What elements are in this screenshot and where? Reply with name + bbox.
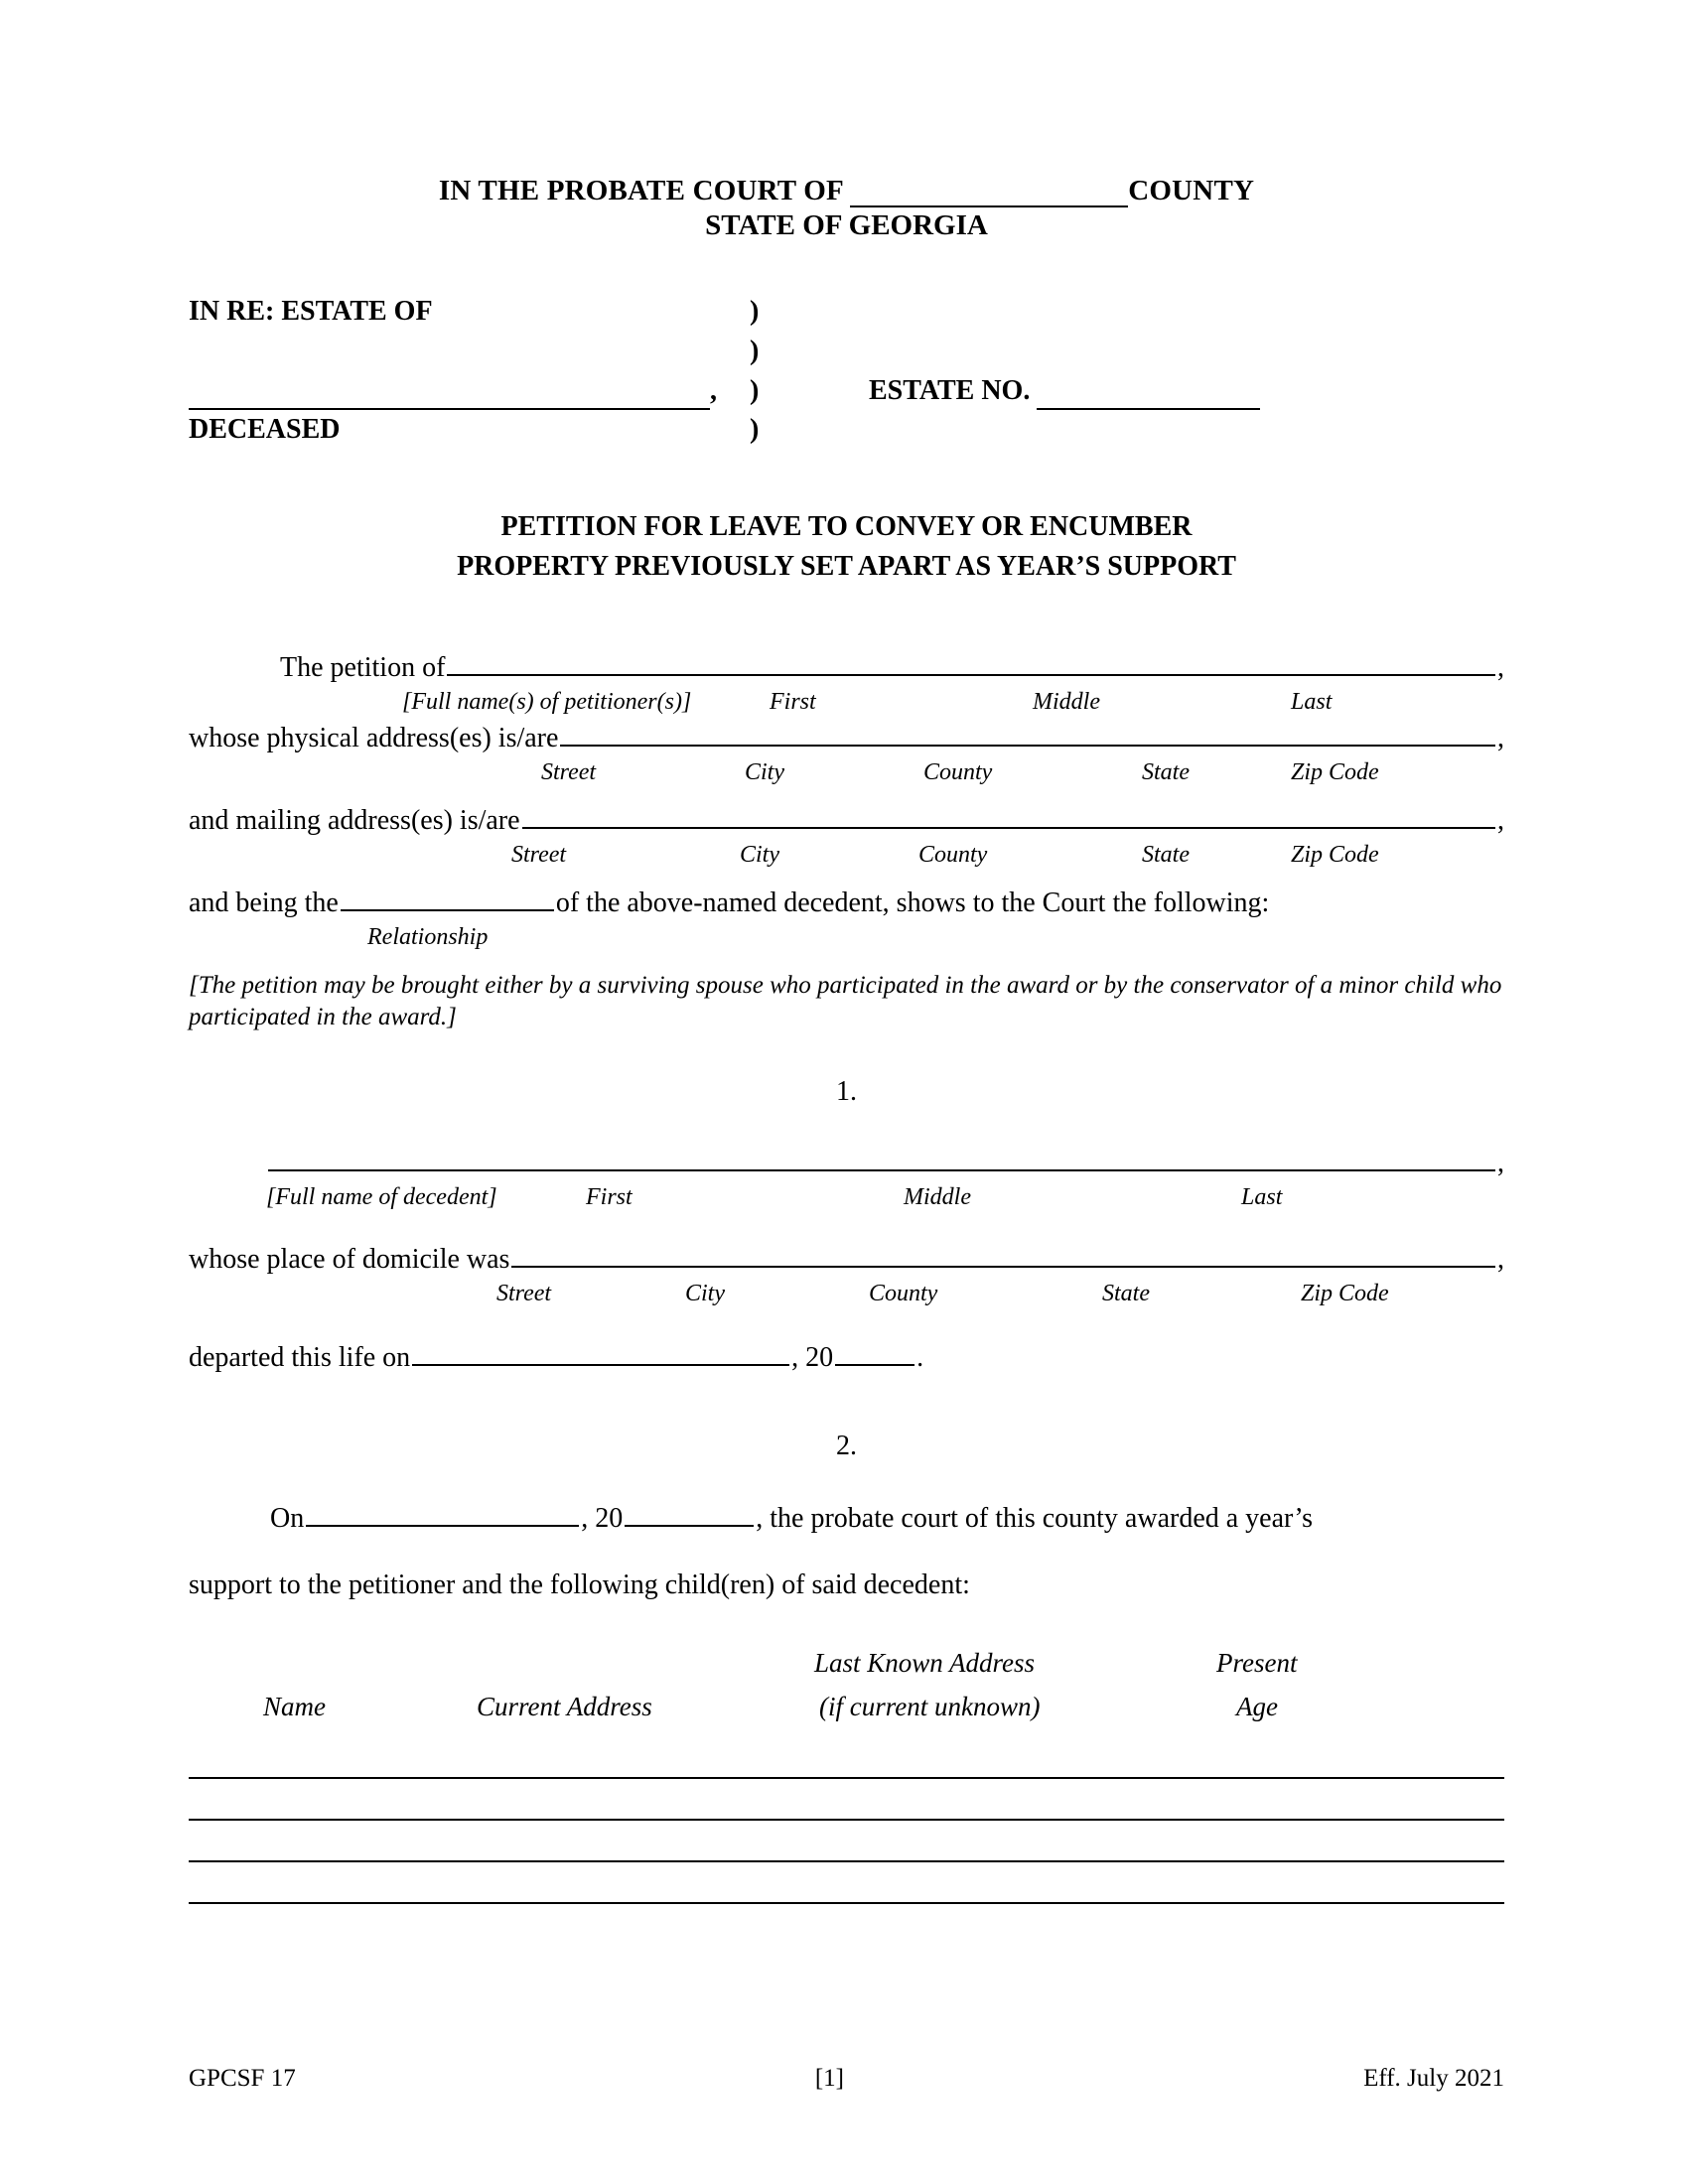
being-the-label: and being the: [189, 887, 339, 918]
domicile-street-caption: Street: [496, 1281, 552, 1307]
petitioner-name-caption: [189, 687, 1504, 719]
estate-right-4: [869, 410, 1504, 450]
court-heading-line: [189, 174, 1504, 207]
award-date-blank[interactable]: [306, 1499, 579, 1527]
page-number: [1]: [814, 2065, 844, 2092]
award-year-label: , 20: [581, 1503, 624, 1535]
page-footer: [189, 2065, 1504, 2093]
decedent-last-caption: Last: [1241, 1184, 1283, 1211]
decedent-name-rule[interactable]: [189, 384, 710, 410]
table-row[interactable]: [189, 1821, 1504, 1862]
mailing-address-row: [189, 801, 1504, 840]
physical-address-comma: ,: [1497, 722, 1504, 753]
domicile-zip-caption: Zip Code: [1301, 1281, 1389, 1307]
departed-row: [189, 1338, 1504, 1377]
col-present-age-line-1: Present: [1216, 1648, 1298, 1679]
item-2-number: 2.: [836, 1431, 857, 1462]
physical-address-caption: [189, 757, 1504, 789]
departed-year-label: , 20: [791, 1342, 834, 1374]
physical-address-row: [189, 719, 1504, 757]
court-heading-prefix: IN THE PROBATE COURT OF: [438, 175, 851, 206]
form-number: GPCSF 17: [189, 2065, 296, 2092]
item-1-number: 1.: [836, 1075, 857, 1107]
physical-address-blank[interactable]: [560, 719, 1495, 747]
domicile-blank[interactable]: [511, 1240, 1495, 1268]
in-re-label: IN RE: ESTATE OF: [189, 296, 433, 328]
estate-caption-block: [189, 292, 1504, 450]
document-body: [189, 648, 1504, 1904]
children-table-rows: [189, 1737, 1504, 1904]
petitioner-name-comma: ,: [1497, 651, 1504, 683]
estate-left-2: [189, 332, 750, 371]
table-row[interactable]: [189, 1779, 1504, 1821]
paren-2: ): [750, 335, 760, 366]
physical-county-caption: County: [923, 758, 993, 785]
mailing-address-label: and mailing address(es) is/are: [189, 804, 520, 836]
court-heading-suffix: COUNTY: [1128, 175, 1255, 206]
paren-1: ): [750, 296, 760, 328]
mailing-city-caption: City: [740, 841, 779, 868]
col-present-age-line-2: Age: [1236, 1692, 1278, 1722]
petitioner-first-caption: First: [770, 688, 816, 715]
mailing-address-comma: ,: [1497, 804, 1504, 836]
decedent-name-field[interactable]: [189, 371, 750, 411]
support-text: support to the petitioner and the following child(ren) of said decedent:: [189, 1570, 970, 1601]
document-title-line-2: PROPERTY PREVIOUSLY SET APART AS YEAR’S SUPPORT: [457, 550, 1236, 582]
domicile-caption: [189, 1279, 1504, 1310]
petitioner-last-caption: Last: [1291, 688, 1333, 715]
mailing-state-caption: State: [1142, 841, 1190, 868]
estate-row-3: [189, 371, 1504, 411]
decedent-full-name-blank[interactable]: [268, 1144, 1495, 1171]
award-date-row: [189, 1499, 1504, 1538]
col-last-known-address-line-1: Last Known Address: [814, 1648, 1036, 1679]
petition-of-row: [189, 648, 1504, 687]
on-label: On: [270, 1503, 305, 1535]
domicile-city-caption: City: [685, 1281, 725, 1307]
award-row-indent: [189, 1501, 270, 1538]
domicile-state-caption: State: [1102, 1281, 1150, 1307]
of-the-above-label: of the above-named decedent, shows to the Court the following:: [555, 887, 1270, 918]
physical-state-caption: State: [1142, 758, 1190, 785]
decedent-name-caption: [189, 1182, 1504, 1214]
decedent-name-comma: ,: [710, 374, 717, 406]
mailing-zip-caption: Zip Code: [1291, 841, 1379, 868]
indent-spacer: [189, 650, 280, 687]
decedent-name-comma-2: ,: [1497, 1148, 1504, 1179]
award-year-blank[interactable]: [625, 1499, 754, 1527]
award-text: , the probate court of this county awarded a year’s: [756, 1503, 1314, 1535]
physical-zip-caption: Zip Code: [1291, 758, 1379, 785]
decedent-row-indent: [189, 1146, 266, 1182]
effective-date: Eff. July 2021: [1363, 2065, 1504, 2092]
relationship-blank[interactable]: [341, 884, 554, 911]
decedent-first-caption: First: [586, 1184, 633, 1211]
relationship-caption-row: [189, 922, 1504, 954]
col-current-address: Current Address: [477, 1692, 652, 1722]
state-heading-line: STATE OF GEORGIA: [705, 209, 988, 242]
domicile-row: [189, 1240, 1504, 1279]
mailing-street-caption: Street: [511, 841, 567, 868]
domicile-county-caption: County: [869, 1281, 938, 1307]
estate-row-2: [189, 332, 1504, 371]
departed-year-blank[interactable]: [835, 1338, 914, 1366]
estate-row-1: [189, 292, 1504, 332]
relationship-row: [189, 884, 1504, 922]
deceased-label: DECEASED: [189, 414, 341, 446]
support-text-row: [189, 1568, 1504, 1604]
paren-4: ): [750, 414, 760, 446]
estate-right-2: [869, 332, 1504, 371]
estate-no-label: ESTATE NO.: [869, 374, 1031, 406]
petitioner-bracket-note: [Full name(s) of petitioner(s)]: [402, 688, 692, 715]
county-blank[interactable]: [850, 180, 1128, 207]
table-row[interactable]: [189, 1737, 1504, 1779]
col-name: Name: [263, 1692, 326, 1722]
departed-date-blank[interactable]: [412, 1338, 789, 1366]
document-title-line-1: PETITION FOR LEAVE TO CONVEY OR ENCUMBER: [500, 511, 1193, 543]
domicile-label: whose place of domicile was: [189, 1244, 510, 1276]
table-row[interactable]: [189, 1862, 1504, 1904]
mailing-address-caption: [189, 840, 1504, 872]
decedent-middle-caption: Middle: [904, 1184, 971, 1211]
estate-number-group: [869, 371, 1504, 411]
col-last-known-address-line-2: (if current unknown): [819, 1692, 1041, 1722]
mailing-address-blank[interactable]: [522, 801, 1495, 829]
mailing-county-caption: County: [918, 841, 988, 868]
petitioner-name-blank[interactable]: [447, 648, 1495, 676]
domicile-comma: ,: [1497, 1244, 1504, 1276]
relationship-caption: Relationship: [367, 923, 489, 950]
children-table-header: [189, 1646, 1504, 1731]
physical-street-caption: Street: [541, 758, 597, 785]
departed-period: .: [916, 1342, 924, 1374]
paren-3: ): [750, 374, 760, 406]
document-title: [189, 507, 1504, 587]
petition-bringer-note: [The petition may be brought either by a surviving spouse who participated in the award or by the conservator of a minor child who participated in the award.]: [189, 971, 1502, 1031]
petitioner-middle-caption: Middle: [1033, 688, 1100, 715]
physical-city-caption: City: [745, 758, 784, 785]
decedent-bracket-note: [Full name of decedent]: [266, 1184, 497, 1211]
petition-of-label: The petition of: [280, 651, 446, 683]
physical-address-label: whose physical address(es) is/are: [189, 722, 559, 753]
departed-label: departed this life on: [189, 1342, 411, 1374]
estate-right-1: [869, 292, 1504, 332]
decedent-name-row: [189, 1144, 1504, 1182]
estate-no-blank[interactable]: [1037, 384, 1260, 410]
estate-row-4: [189, 410, 1504, 450]
